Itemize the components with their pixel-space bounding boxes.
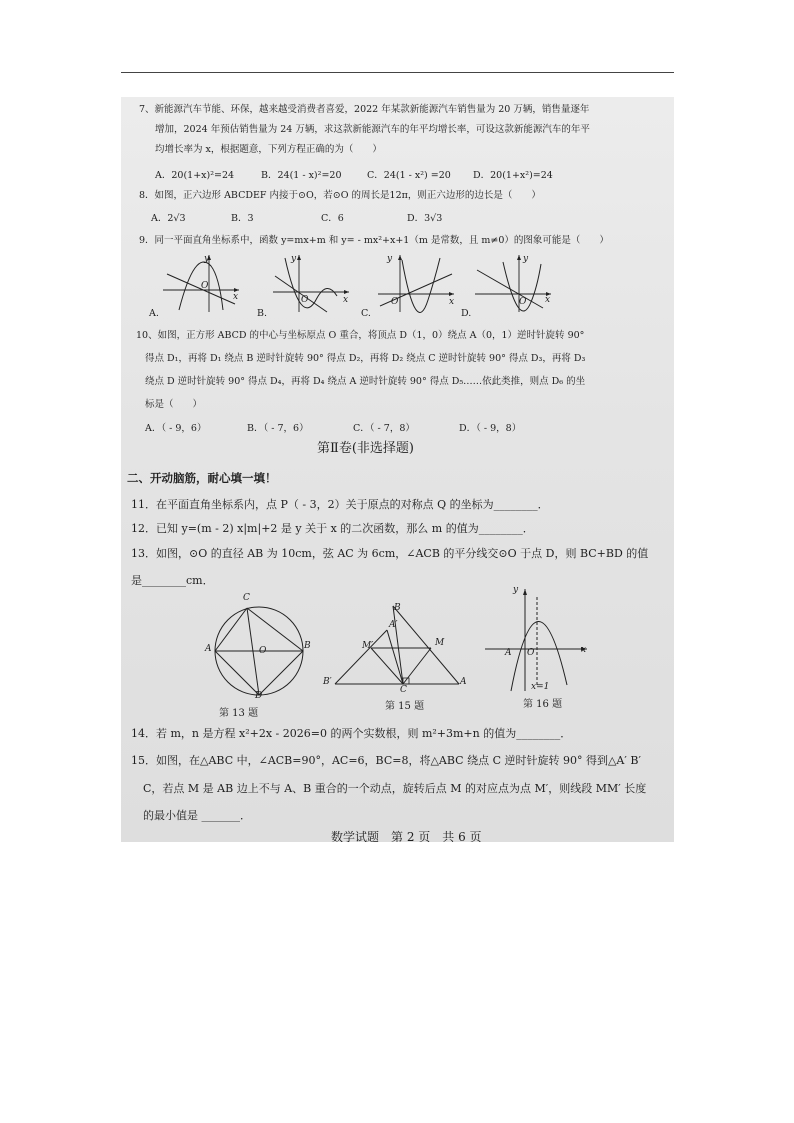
q9-graph-d-label: D. [461,308,472,319]
q10-line-1: 10、如图，正方形 ABCD 的中心与坐标原点 O 重合，将顶点 D（1，0）绕点 A（0，1）逆时针旋转 90° [136,330,585,341]
q9-graph-b [271,252,353,314]
q15-line-2: C，若点 M 是 AB 边上不与 A、B 重合的一个动点，旋转后点 M 的对应点为点 M′，则线段 MM′ 长度 [143,782,647,795]
fig15-label-m: M [435,638,445,648]
fig15-label-b-prime: B′ [323,677,332,687]
q10-option-c: C．（ - 7，8） [353,423,415,434]
q12-text: 12．已知 y=(m - 2) x|m|+2 是 y 关于 x 的二次函数，那么 m 的值为________． [131,522,534,535]
q9-graph-a-label: A. [149,308,159,319]
q9-c-axis-y: y [387,254,393,264]
fig16-label-y: y [513,585,519,595]
q9-b-axis-y: y [291,254,297,264]
fig13-label-b: B [304,641,311,651]
fig15-label-c: C [400,685,407,695]
q10-option-d: D．（ - 9，8） [459,423,522,434]
q10-line-4: 标是（ ） [145,399,203,410]
q9-d-axis-x: x [545,295,551,305]
q7-line-2: 增加，2024 年预估销售量为 24 万辆，求这款新能源汽车的年平均增长率，可设这款新能源汽车的年平 [155,124,590,135]
q7-option-a: A．20(1+x)²=24 [155,170,235,181]
q8-option-d: D．3√3 [407,213,443,224]
q15-line-1: 15．如图，在△ABC 中，∠ACB=90°，AC=6，BC=8，将△ABC 绕点 C 逆时针旋转 90° 得到△A′ B′ [131,754,641,767]
q13-line-2: 是________cm． [131,574,214,587]
q9-d-origin: O [519,297,527,307]
q9-b-axis-x: x [343,295,349,305]
q9-d-axis-y: y [523,254,529,264]
q8-option-c: C．6 [321,213,344,224]
q14-text: 14．若 m，n 是方程 x²+2x - 2026=0 的两个实数根，则 m²+3m+n 的值为________． [131,727,572,740]
q7-option-c: C．24(1 - x²) =20 [367,170,451,181]
q8-option-a: A．2√3 [151,213,186,224]
fig15-label-b: B [394,603,401,613]
page-top-rule [121,72,674,73]
fig15-label-a: A [460,677,467,687]
fig15-label-a-prime: A′ [389,620,398,630]
q9-a-origin: O [201,281,209,291]
fig13-label-d: D [255,691,263,701]
q8-option-b: B．3 [231,213,254,224]
figure-16 [481,585,593,695]
q10-line-3: 绕点 D 逆时针旋转 90° 得点 D₄，再将 D₄ 绕点 A 逆时针旋转 90° 得点 D₅……依此类推，则点 D₆ 的坐 [145,376,586,387]
fig13-label-o: O [259,646,267,656]
section-title: 第Ⅱ卷(非选择题) [317,441,414,456]
fig13-label-a: A [205,644,212,654]
q9-b-origin: O [301,295,309,305]
fig16-label-a: A [505,648,512,658]
q15-line-3: 的最小值是 _______． [143,809,251,822]
fig15-caption: 第 15 题 [385,701,425,712]
page-footer: 数学试题 第 2 页 共 6 页 [331,830,482,842]
q7-line-3: 均增长率为 x，根据题意，下列方程正确的为（ ） [155,144,382,155]
fig16-label-x-eq-1: x=1 [531,682,550,692]
fig16-label-x: x [581,645,587,655]
q10-option-a: A．（ - 9，6） [145,423,207,434]
q11-text: 11．在平面直角坐标系内，点 P（ - 3，2）关于原点的对称点 Q 的坐标为________． [131,498,549,511]
exam-page-photo [121,97,674,842]
fig15-label-m-prime: M′ [362,641,374,651]
q7-option-d: D．20(1+x²)=24 [473,170,553,181]
figure-15 [325,602,475,694]
q9-graph-d [473,252,555,314]
q7-option-b: B．24(1 - x)²=20 [261,170,342,181]
fig13-caption: 第 13 题 [219,708,259,719]
q13-line-1: 13．如图，⊙O 的直径 AB 为 10cm，弦 AC 为 6cm，∠ACB 的平分线交⊙O 于点 D，则 BC+BD 的值 [131,547,649,560]
fig16-caption: 第 16 题 [523,699,563,710]
q9-c-origin: O [391,297,399,307]
fig13-label-c: C [243,593,250,603]
fig16-label-o: O [527,648,535,658]
q9-line-1: 9．同一平面直角坐标系中，函数 y=mx+m 和 y= - mx²+x+1（m 是常数，且 m≠0）的图象可能是（ ） [139,235,609,246]
q9-graph-b-label: B. [257,308,268,319]
q9-a-axis-x: x [233,292,239,302]
q8-line-1: 8．如图，正六边形 ABCDEF 内接于⊙O，若⊙O 的周长是12π，则正六边形的边长是（ ） [139,190,541,201]
q9-graph-c-label: C. [361,308,371,319]
q10-option-b: B．（ - 7，6） [247,423,309,434]
section2-heading: 二、开动脑筋，耐心填一填！ [127,471,277,485]
q9-a-axis-y: y [204,254,210,264]
q7-line-1: 7、新能源汽车节能、环保，越来越受消费者喜爱，2022 年某款新能源汽车销售量为 20 万辆，销售量逐年 [139,104,590,115]
q10-line-2: 得点 D₁，再将 D₁ 绕点 B 逆时针旋转 90° 得点 D₂，再将 D₂ 绕点 C 逆时针旋转 90° 得点 D₃，再将 D₃ [145,353,586,364]
q9-c-axis-x: x [449,297,455,307]
